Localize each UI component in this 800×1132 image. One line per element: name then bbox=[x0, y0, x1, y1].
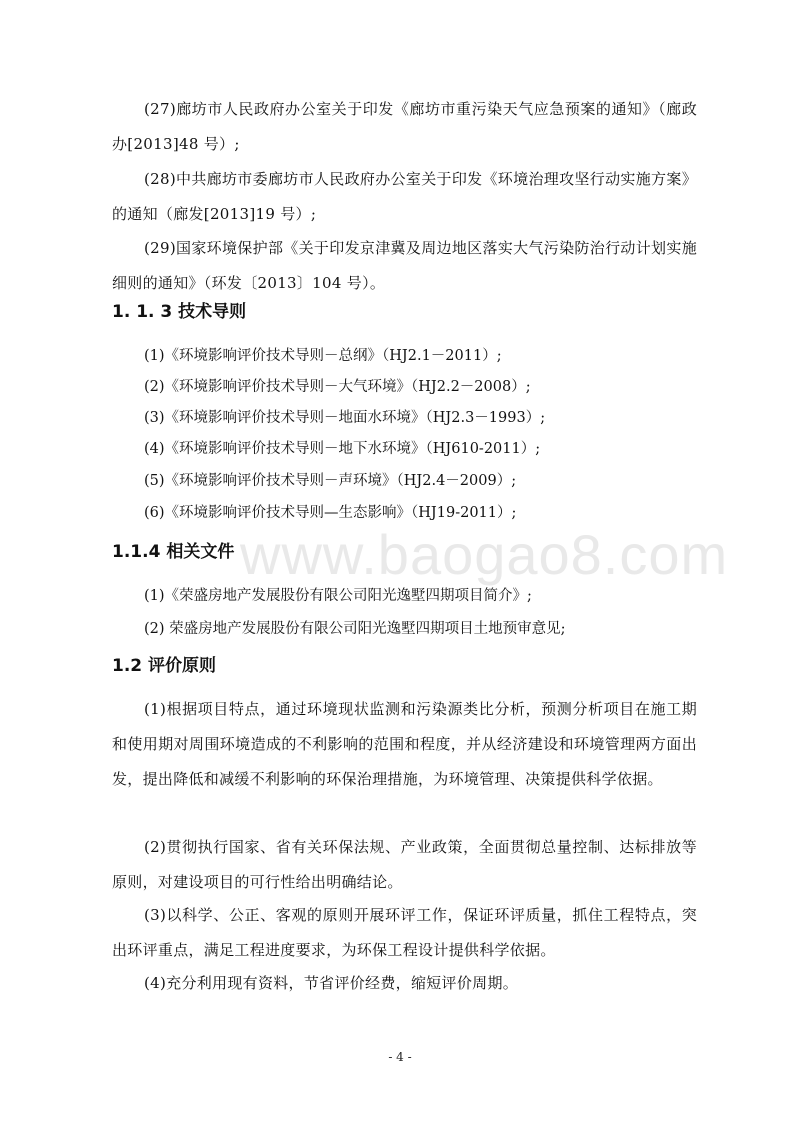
section-heading-1-1-4: 1.1.4 相关文件 bbox=[112, 542, 235, 562]
watermark: www.baogao8.com bbox=[240, 523, 729, 586]
guideline-item: (6)《环境影响评价技术导则—生态影响》（HJ19-2011）; bbox=[144, 505, 517, 521]
principle-paragraph: (1)根据项目特点，通过环境现状监测和污染源类比分析，预测分析项目在施工期和使用期对周围环境造成的不利影响的范围和程度，并从经济建设和环境管理两方面出发，提出降低和减缓不利影响的环保治理措施，为环境管理、决策提供科学依据。 bbox=[112, 700, 697, 788]
related-doc-item: (1)《荣盛房地产发展股份有限公司阳光逸墅四期项目简介》; bbox=[144, 588, 532, 604]
guideline-item: (4)《环境影响评价技术导则－地下水环境》（HJ610-2011）; bbox=[144, 441, 541, 457]
principle-paragraph: (4)充分利用现有资料，节省评价经费，缩短评价周期。 bbox=[144, 974, 519, 992]
regulation-item-27: (27)廊坊市人民政府办公室关于印发《廊坊市重污染天气应急预案的通知》（廊政办[2013]48 号）; bbox=[112, 100, 697, 153]
guideline-item: (1)《环境影响评价技术导则－总纲》（HJ2.1－2011）; bbox=[144, 348, 502, 364]
related-doc-item: (2) 荣盛房地产发展股份有限公司阳光逸墅四期项目土地预审意见; bbox=[144, 621, 566, 637]
principle-paragraph: (3)以科学、公正、客观的原则开展环评工作，保证环评质量，抓住工程特点，突出环评重点，满足工程进度要求，为环保工程设计提供科学依据。 bbox=[112, 906, 697, 959]
page-number: - 4 - bbox=[388, 1050, 412, 1064]
guideline-item: (3)《环境影响评价技术导则－地面水环境》（HJ2.3－1993）; bbox=[144, 410, 546, 426]
guideline-item: (2)《环境影响评价技术导则－大气环境》（HJ2.2－2008）; bbox=[144, 379, 531, 395]
guideline-item: (5)《环境影响评价技术导则－声环境》（HJ2.4－2009）; bbox=[144, 473, 517, 489]
regulation-item-29: (29)国家环境保护部《关于印发京津冀及周边地区落实大气污染防治行动计划实施细则的通知》（环发〔2013〕104 号）。 bbox=[112, 239, 697, 292]
principle-paragraph: (2)贯彻执行国家、省有关环保法规、产业政策，全面贯彻总量控制、达标排放等原则，对建设项目的可行性给出明确结论。 bbox=[112, 838, 697, 891]
regulation-item-28: (28)中共廊坊市委廊坊市人民政府办公室关于印发《环境治理攻坚行动实施方案》的通知（廊发[2013]19 号）; bbox=[112, 170, 697, 223]
section-heading-1-2: 1.2 评价原则 bbox=[112, 656, 217, 676]
section-heading-1-1-3: 1. 1. 3 技术导则 bbox=[112, 302, 247, 322]
